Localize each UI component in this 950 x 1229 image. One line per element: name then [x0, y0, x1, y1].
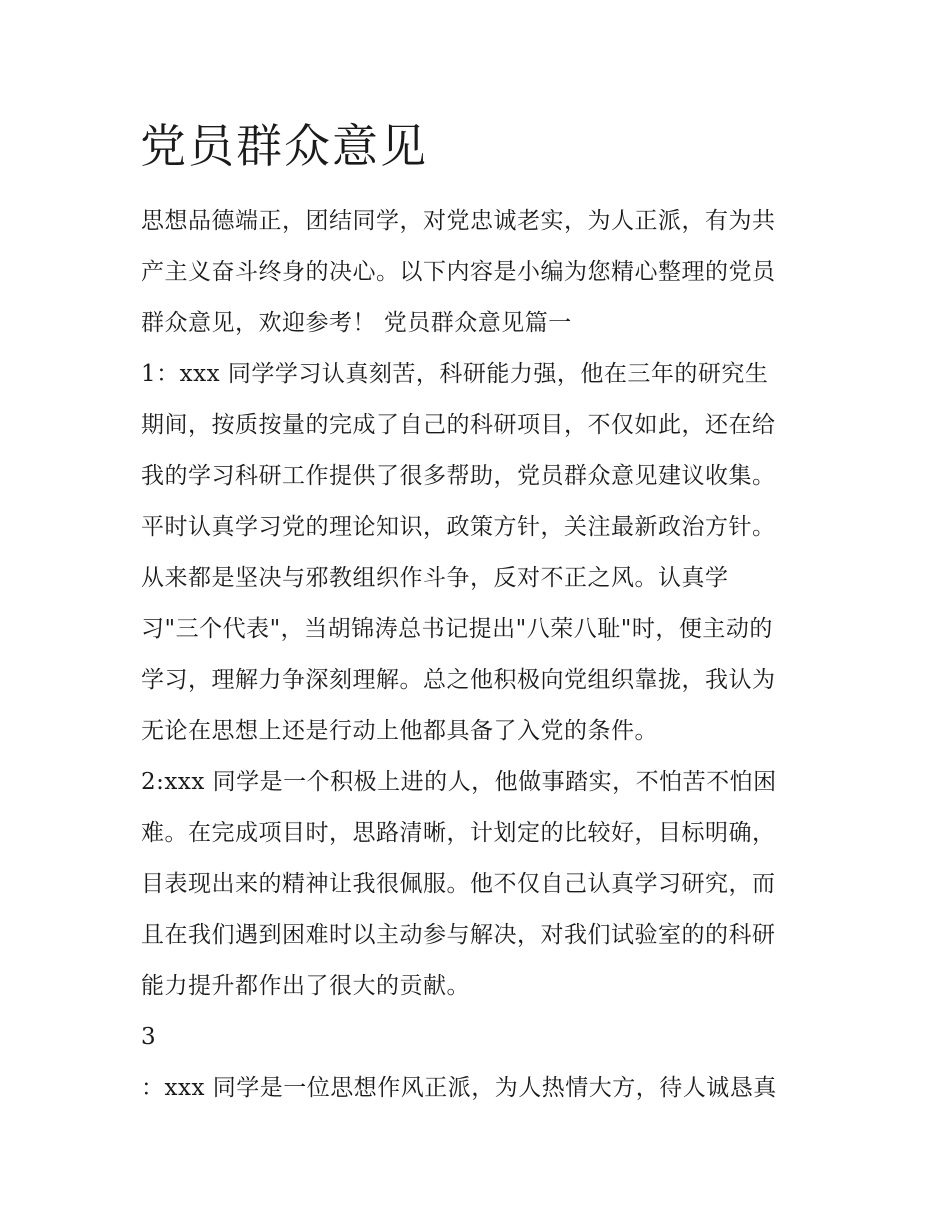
text-line: 平时认真学习党的理论知识，政策方针，关注最新政治方针。 — [141, 514, 776, 540]
text-line: 期间，按质按量的完成了自己的科研项目，不仅如此，还在给 — [141, 412, 776, 438]
text-line: 且在我们遇到困难时以主动参与解决，对我们试验室的的科研 — [141, 922, 776, 948]
text-line: 产主义奋斗终身的决心。以下内容是小编为您精心整理的党员 — [141, 259, 776, 285]
text-line: 习"三个代表"，当胡锦涛总书记提出"八荣八耻"时，便主动的 — [141, 616, 773, 642]
text-line: 从来都是坚决与邪教组织作斗争，反对不正之风。认真学 — [141, 565, 729, 591]
text-line: ：xxx 同学是一位思想作风正派，为人热情大方，待人诚恳真 — [141, 1075, 777, 1101]
text-line: 思想品德端正，团结同学，对党忠诚老实，为人正派，有为共 — [141, 208, 776, 234]
text-line: 无论在思想上还是行动上他都具备了入党的条件。 — [141, 718, 658, 744]
text-line: 1：xxx 同学学习认真刻苦，科研能力强，他在三年的研究生 — [141, 361, 769, 387]
document-body — [141, 196, 821, 1114]
document-title: 党员群众意见 — [140, 119, 428, 173]
text-line: 学习，理解力争深刻理解。总之他积极向党组织靠拢，我认为 — [141, 667, 776, 693]
text-line: 群众意见，欢迎参考！ 党员群众意见篇一 — [141, 310, 572, 336]
text-line: 能力提升都作出了很大的贡献。 — [141, 973, 470, 999]
text-line: 我的学习科研工作提供了很多帮助，党员群众意见建议收集。 — [141, 463, 776, 489]
text-line: 2:xxx 同学是一个积极上进的人，他做事踏实，不怕苦不怕困 — [141, 769, 777, 795]
text-line: 3 — [141, 1024, 157, 1050]
text-line: 难。在完成项目时，思路清晰，计划定的比较好，目标明确， — [141, 820, 776, 846]
text-line: 目表现出来的精神让我很佩服。他不仅自己认真学习研究，而 — [141, 871, 776, 897]
